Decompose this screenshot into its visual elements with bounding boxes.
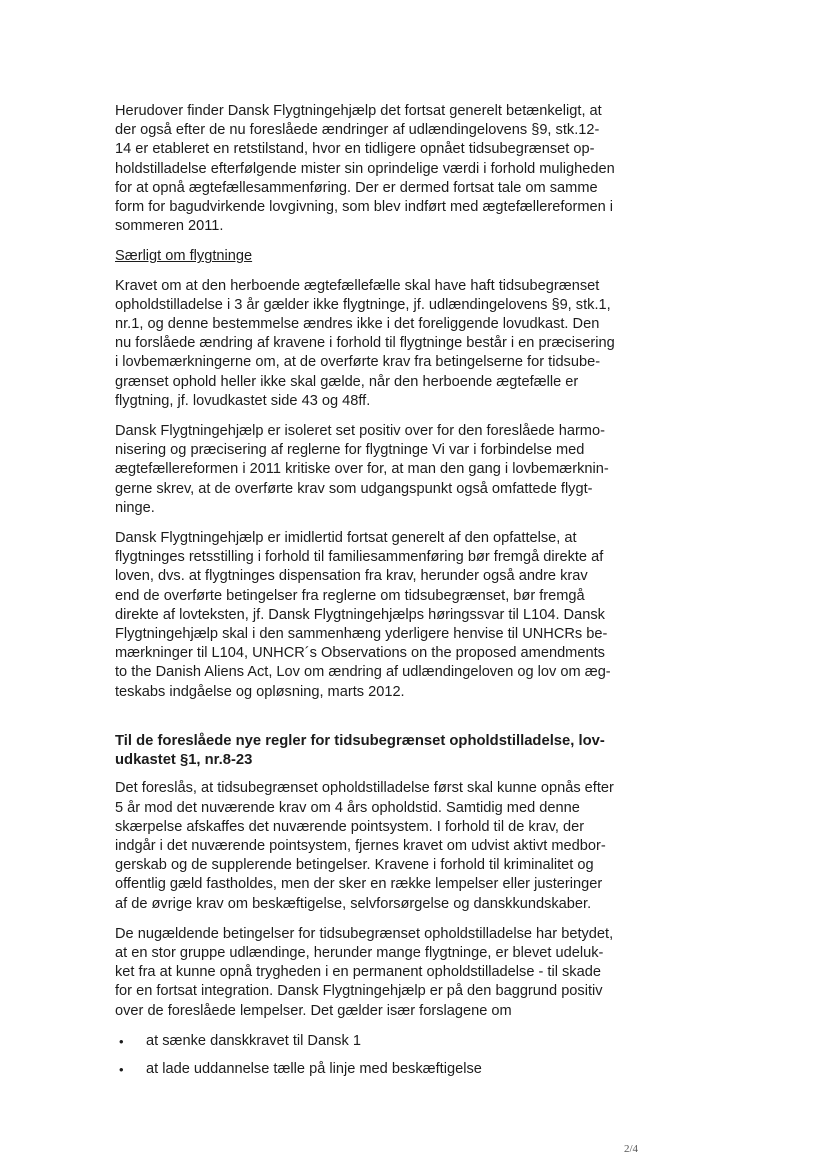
list-item	[115, 1032, 645, 1051]
paragraph: Dansk Flygtningehjælp er imidlertid fortsat generelt af den opfattelse, at flygtninges retsstilling i forhold til familiesammenføring bør fremgå direkte af loven, dvs. at flygtninges dispensation fra krav, herunder også andre krav end de overførte betingelser fra reglerne om tidsubegrænset, bør fremgå direkte af lovteksten, jf. Dansk Flygtningehjælps høringssvar til L104. Dansk Flygtningehjælp skal i den sammenhæng yderligere henvise til UNHCRs be- mærkninger til L104, UNHCR´s Observations on the proposed amendments to the Danish Aliens Act, Lov om ændring af udlændingeloven og lov om æg- teskabs indgåelse og opløsning, marts 2012.	[115, 530, 611, 700]
list-item-text: at lade uddannelse tælle på linje med beskæftigelse	[146, 1060, 482, 1077]
paragraph: De nugældende betingelser for tidsubegrænset opholdstilladelse har betydet, at en stor gruppe udlændinge, herunder mange flygtninge, er blevet udeluk- ket fra at kunne opnå trygheden i en permanent opholdstilladelse - til skade for en fortsat integration. Dansk Flygtningehjælp er på den baggrund positiv over de foreslåede lempelser. Det gælder især forslagene om	[115, 925, 614, 1019]
section-heading: Til de foreslåede nye regler for tidsubegrænset opholdstilladelse, lov- udkastet §1, nr.8-23	[115, 732, 605, 769]
subheading-refugees: Særligt om flygtninge	[115, 248, 253, 265]
bullet-icon: •	[119, 1033, 124, 1049]
document-body	[115, 102, 645, 1088]
bullet-list	[115, 1032, 645, 1079]
paragraph: Herudover finder Dansk Flygtningehjælp det fortsat generelt betænkeligt, at der også efter de nu foreslåede ændringer af udlændingelovens §9, stk.12- 14 er etableret en retstilstand, hvor en tidligere opnået tidsubegrænset op- holdstilladelse efterfølgende mister sin oprindelige værdi i forhold muligheden for at opnå ægtefællesammenføring. Der er dermed fortsat tale om samme form for bagudvirkende lovgivning, som blev indført med ægtefællereformen i sommeren 2011.	[115, 103, 615, 235]
list-item	[115, 1060, 645, 1079]
paragraph: Det foreslås, at tidsubegrænset opholdstilladelse først skal kunne opnås efter 5 år mod det nuværende krav om 4 års opholdstid. Samtidig med denne skærpelse afskaffes det nuværende pointsystem. I forhold til de krav, der indgår i det nuværende pointsystem, fjernes kravet om udvist aktivt medbor- gerskab og de supplerende betingelser. Kravene i forhold til kriminalitet og offentlig gæld fastholdes, men der sker en række lempelser eller justeringer af de øvrige krav om beskæftigelse, selvforsørgelse og danskkundskaber.	[115, 780, 614, 912]
paragraph: Kravet om at den herboende ægtefællefælle skal have haft tidsubegrænset opholdstilladelse i 3 år gælder ikke flygtninge, jf. udlændingelovens §9, stk.1, nr.1, og denne bestemmelse ændres ikke i det foreliggende lovudkast. Den nu forslåede ændring af kravene i forhold til flygtninge består i en præcisering i lovbemærkningerne om, at de overførte krav fra betingelserne for tidsube- grænset ophold heller ikke skal gælde, når den herboende ægtefælle er flygtning, jf. lovudkastet side 43 og 48ff.	[115, 277, 615, 409]
bullet-icon: •	[119, 1061, 124, 1077]
page-number: 2/4	[624, 1143, 639, 1155]
paragraph: Dansk Flygtningehjælp er isoleret set positiv over for den foreslåede harmo- nisering og præcisering af reglerne for flygtninge Vi var i forbindelse med ægtefællereformen i 2011 kritiske over for, at man den gang i lovbemærknin- gerne skrev, at de overførte krav som udgangspunkt også omfattede flygt- ninge.	[115, 423, 609, 516]
list-item-text: at sænke danskkravet til Dansk 1	[146, 1032, 361, 1049]
